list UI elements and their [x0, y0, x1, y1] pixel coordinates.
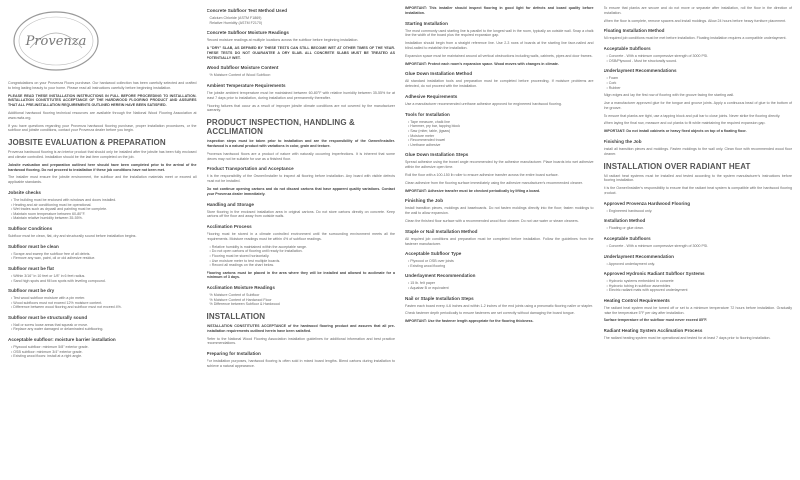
subheading-test-method: Concrete Subfloor Test Method Used — [206, 8, 288, 13]
list-item: • Aquabar B or equivalent — [408, 286, 594, 291]
list-item: • Recommended trowel — [408, 138, 594, 143]
transport-bold-text: Do not continue opening cartons and do not discard cartons that have apparent quality variations. Contact your Provenza dealer immediately. — [206, 186, 395, 196]
jobsite-text-2: Jobsite evaluation and preparation outlined here should have been completed prior to the arrival of the hardwood flooring. Do not proceed to installation if these job conditions have not been met. — [8, 162, 197, 172]
column-4 — [604, 6, 793, 472]
test-method-list — [207, 16, 396, 25]
list-item: • Wet trades such as drywall and painting must be complete. — [11, 207, 197, 212]
subheading-acceptable-subfloors: Acceptable Subfloors — [603, 235, 651, 241]
subheading-acceptable-2: Acceptable Subfloor Type — [405, 251, 462, 257]
preparing-text: For installation purposes, hardwood flooring is often sold in mixed board lengths. Blend cartons during installation to achieve a natural appearance. — [206, 359, 395, 369]
list-item: % Moisture Content of Wood Subfloor: — [209, 73, 271, 78]
steps-text-1: Spread adhesive using the trowel angle recommended by the adhesive manufacturer. Place boards into wet adhesive within the adhesive open time. — [405, 160, 594, 170]
subheading-acceptable: Acceptable subfloor: moisture barrier installation — [8, 337, 116, 343]
starting-text-3: Expansion space must be maintained around all vertical obstructions including walls, cabinets, pipes and door frames. — [405, 53, 593, 58]
staple-text: All required job conditions and preparation must be completed before installation. Follow the guidelines from the fastener manufacturer. — [405, 236, 594, 246]
finishing-text-2: Clean the finished floor surface with a recommended wood floor cleaner. Do not use water or steam cleaners. — [405, 218, 579, 223]
list-item: • Urethane adhesive — [408, 143, 594, 148]
acclimate-list — [207, 245, 396, 268]
installation-text: INSTALLATION CONSTITUTES ACCEPTANCE of the hardwood flooring product and assures that all pre-installation requirements outlined herein have been satisfied. — [206, 324, 395, 333]
ambient-text-2: Flooring failures that occur as a result of improper jobsite climate conditions are not covered by the manufacturer warranty. — [206, 103, 395, 113]
section-heading-radiant: INSTALLATION OVER RADIANT HEAT — [603, 161, 751, 171]
subheading-wood-moisture: Wood Subfloor Moisture Content — [206, 65, 279, 71]
subheading-dry: Subfloor must be dry — [8, 288, 55, 294]
subheading-subfloor: Subfloor Conditions — [8, 225, 53, 231]
starting-bold-text: IMPORTANT: Protect each room's expansion space. Wood moves with changes in climate. — [405, 61, 559, 66]
subfloor-text: Subfloor must be clean, flat, dry and structurally sound before installation begins. — [8, 233, 137, 238]
list-item: • Foam — [607, 76, 793, 81]
starting-text-2: Installation should begin from a straight reference line. Use 2-3 rows of boards at the starting line face-nailed and blind-nailed to establish the installation. — [405, 41, 594, 50]
logo-wordmark: Provenza — [25, 34, 87, 49]
list-item: • Hydronic tubing in subfloor assemblies — [607, 284, 793, 289]
subheading-approved-systems: Approved Hydronic Radiant Subfloor Systems — [603, 271, 705, 277]
acceptable-subfloors-list — [604, 244, 793, 249]
list-item: Calcium Chloride (ASTM F1869) — [209, 16, 262, 20]
list-item: • Engineered hardwood only. — [607, 209, 793, 214]
list-item: % Moisture Content of Hardwood Floor — [209, 297, 272, 302]
acclimate-text: Flooring must be stored in a climate controlled environment until the surrounding environment meets all the requirements. Moisture readings must be within 4% of subfloor readings. — [206, 232, 395, 241]
subheading-clean: Subfloor must be clean — [8, 243, 59, 249]
subheading-staple: Staple or Nail Installation Method — [405, 228, 478, 234]
subheading-ambient: Ambient Temperature Requirements — [206, 82, 286, 88]
clean-list — [8, 252, 197, 261]
floating-text-5: Use a manufacturer approved glue for the tongue and groove joints. Apply a continuous bead of glue to the bottom of the groove. — [603, 100, 792, 110]
list-item: • Flooring must be stored horizontally. — [210, 254, 396, 259]
acceptable-list — [8, 345, 197, 359]
adhesive-text: Use a manufacturer recommended urethane adhesive approved for engineered hardwood flooring. — [405, 101, 562, 106]
section-heading-jobsite: JOBSITE EVALUATION & PREPARATION — [8, 138, 166, 148]
list-item: • Do not open cartons of flooring until ready for installation. — [210, 249, 396, 254]
subheading-handling: Handling and Storage — [206, 201, 254, 207]
list-item: • 15 lb. felt paper — [408, 281, 594, 286]
staple-steps-text-2: Check fastener depth periodically to ensure fasteners are set correctly without damaging the board tongue. — [405, 311, 575, 316]
list-item: • Maintain room temperature between 60-80°F. — [11, 212, 197, 217]
approved-list — [604, 209, 793, 214]
floating-text-7: When laying the final row, measure and cut planks to fit while maintaining the required expansion gap. — [603, 121, 766, 126]
jobsite-checklist — [8, 198, 197, 221]
floating-text-3: All required job conditions must be met before installation. Floating installation requires a compatible underlayment. — [603, 36, 787, 41]
installation-text-2: Refer to the National Wood Flooring Association installation guidelines for additional information and best practice recommendations. — [206, 336, 395, 346]
list-item: • Saw (miter, table, jigsaw) — [408, 129, 594, 134]
staple-bold-text: IMPORTANT: Use the fastener length appropriate for the flooring thickness. — [405, 319, 534, 324]
floating-text-6: To ensure that planks are tight, use a tapping block and pull bar to close joints. Never strike the flooring directly. — [603, 113, 781, 118]
subheading-flat: Subfloor must be flat — [8, 265, 54, 271]
column-1 — [8, 6, 197, 472]
list-item: % Difference between Subfloor & Hardwood — [209, 302, 280, 307]
approved-systems-list — [604, 279, 793, 293]
list-item: % Moisture Content of Subfloor — [209, 293, 260, 298]
staple-steps-text: Fasten each board every 4-6 inches and within 1-2 inches of the end joints using a pneumatic flooring nailer or stapler. — [405, 303, 593, 308]
subheading-floating: Floating Installation Method — [603, 28, 665, 34]
glue-text: All standard installation tools and preparation must be completed before proceeding. If moisture problems are detected, do not proceed with the installation. — [405, 79, 594, 89]
transport-text: It is the responsibility of the Owner/Installer to inspect all flooring before installation. Any board with visible defects must not be installed. — [206, 174, 395, 184]
subheading-finishing: Finishing the Job — [405, 198, 444, 204]
subheading-underlayment-2: Underlayment Recommendations — [603, 68, 677, 74]
underlayment-3-list — [604, 262, 793, 267]
subheading-measurements: Acclimation Moisture Readings — [206, 285, 275, 291]
handling-text: Store flooring in the enclosed installation area in original cartons. Do not store cartons directly on concrete. Keep cartons off the floor and away from outside walls. — [206, 209, 395, 219]
list-item: • Relative humidity is maintained within the acceptable range. — [210, 245, 396, 250]
acceptable-2-list — [405, 259, 594, 268]
list-item: • Approved underlayment only. — [607, 262, 793, 267]
list-item: • Within 3/16" in 10 feet or 1/8" in 6 feet radius. — [11, 274, 197, 279]
subheading-approved: Approved Provenza Hardwood Flooring — [603, 200, 691, 206]
questions-text: If you have questions regarding your Provenza hardwood flooring purchase, proper installation procedures, or the subfloor and jobsite conditions, contact your Provenza dealer before you begin. — [8, 123, 197, 133]
jobsite-text-1: Provenza hardwood flooring is an interior product that should only be installed after the jobsite has been fully enclosed and climate controlled. Installation should be the last item completed on the job. — [8, 150, 197, 159]
underlayment-2-list — [604, 76, 793, 90]
list-item: • Rubber — [607, 86, 793, 91]
jobsite-text-3: The installer must ensure the jobsite environment, the subfloor and the installation materials meet or exceed all applicable standards. — [8, 175, 197, 185]
subheading-moisture-readings: Concrete Subfloor Moisture Readings — [206, 30, 289, 36]
list-item: • Remove any wax, paint, oil or old adhesive residue. — [11, 256, 197, 261]
underlayment-list — [405, 281, 594, 290]
floating-text-2: When the floor is complete, remove spacers and install moldings. Allow 24 hours before heavy furniture placement. — [603, 18, 787, 23]
list-item: • OSB/Plywood - Must be structurally sound. — [607, 59, 793, 64]
list-item: • Sand high spots and fill low spots with leveling compound. — [11, 279, 197, 284]
heating-text: The radiant heat system must be turned off or set to a minimum temperature 72 hours before installation. Gradually raise the temperature 5°F per day after installation. — [603, 305, 792, 315]
subheading-radiant-acclimation: Radiant Heating System Acclimation Process — [603, 328, 703, 334]
moisture-text: Record moisture readings at multiple locations across the subfloor before beginning installation. — [206, 38, 359, 43]
list-item: • Existing wood floors: install at a right angle. — [11, 354, 197, 359]
subheading-underlayment: Underlayment Recommendation — [405, 273, 476, 279]
heating-text-2: Surface temperature of the subfloor must never exceed 85°F. — [603, 318, 708, 323]
list-item: • Existing wood flooring — [408, 264, 594, 269]
subheading-acclimate: Acclimation Process — [206, 224, 252, 230]
subheading-glue: Glue Down Installation Method — [405, 71, 473, 77]
list-item: • Moisture meter — [408, 134, 594, 139]
sound-list — [8, 323, 197, 332]
dry-slab-disclaimer: A "DRY" SLAB, AS DEFINED BY THESE TESTS CAN STILL BECOME WET AT OTHER TIMES OF THE YEAR. THESE TESTS DO NOT GUARANTEE A DRY SLAB. ALL CONCRETE SLABS MUST BE TREATED AS POTENTIALLY WET. — [206, 45, 395, 60]
column-3 — [405, 6, 594, 472]
list-item: • Record all readings on the chart below. — [210, 263, 396, 268]
radiant-text-2: It is the Owner/Installer's responsibility to ensure that the radiant heat system is compatible with the hardwood flooring product. — [603, 186, 792, 195]
list-item: • OSB subfloor: minimum 3/4" exterior grade. — [11, 350, 197, 355]
list-item: • Wood subfloors must not exceed 12% moisture content. — [11, 301, 197, 306]
floating-intro-text: To ensure that planks are secure and do not move or separate after installation, roll the floor in the direction of installation. — [603, 6, 792, 15]
list-item: • Maintain relative humidity between 35-55%. — [11, 216, 197, 221]
list-item: • Plywood subfloor: minimum 5/8" exterior grade. — [11, 345, 197, 350]
list-item: • Nail or screw loose areas that squeak or move. — [11, 323, 197, 328]
subheading-jobsite-checks: Jobsite checks — [8, 189, 41, 195]
list-item: • The building must be enclosed with windows and doors installed. — [11, 198, 197, 203]
section-heading-installation: INSTALLATION — [206, 312, 266, 322]
subheading-install-method: Installation Method — [603, 218, 646, 224]
list-item: • Concrete - With a minimum compressive strength of 3000 PSI. — [607, 54, 793, 59]
list-item: • Concrete - With a minimum compressive strength of 3000 PSI. — [607, 244, 793, 249]
dry-list — [8, 296, 197, 310]
brand-logo — [10, 8, 102, 74]
finishing-2-text: Install all transition pieces and moldings. Fasten moldings to the wall only. Clean floor with recommended wood floor cleaner. — [603, 146, 792, 156]
subheading-staple-steps: Nail or Staple Installation Steps — [405, 295, 474, 301]
subheading-tools: Tools for Installation — [405, 111, 450, 117]
list-item: • Floating or glue down. — [607, 226, 793, 231]
subheading-starting: Starting Installation — [405, 20, 448, 26]
subheading-acceptable-3: Acceptable Subfloors — [603, 46, 651, 52]
wood-moisture-list — [207, 73, 396, 78]
ambient-text: The jobsite ambient temperature must be maintained between 60-80°F with relative humidity between 35-55% for at least 7 days prior to installation, during installation and permanently thereafter. — [206, 90, 395, 100]
logo-emblem-icon — [10, 8, 102, 74]
subheading-glue-steps: Glue Down Installation Steps — [405, 152, 469, 158]
list-item: • Test wood subfloor moisture with a pin meter. — [11, 296, 197, 301]
subheading-preparing: Preparing for Installation — [206, 351, 261, 357]
tools-list — [405, 120, 594, 148]
flat-list — [8, 274, 197, 283]
column-2 — [207, 6, 396, 472]
steps-bold-text: IMPORTANT: Adhesive transfer must be checked periodically by lifting a board. — [405, 188, 541, 193]
list-item: • Hammer, pry bar, tapping block — [408, 124, 594, 129]
radiant-acclimation-text: The radiant heating system must be operational and tested for at least 7 days prior to flooring installation. — [603, 336, 771, 341]
list-item: • Heating and air conditioning must be operational. — [11, 203, 197, 208]
measurements-list — [207, 293, 396, 307]
warning-text: PLEASE READ THESE INSTALLATION INSTRUCTIONS IN FULL BEFORE PROCEEDING TO INSTALLATION. INSTALLATION CONSTITUTES ACCEPTANCE OF THE HARDWOOD FLOORING PRODUCT AND ASSURES THAT ALL PRE-INSTALLATION REQUIREMENTS OUTLINED HEREIN HAVE BEEN SATISFIED. — [8, 93, 197, 108]
list-item: • Replace any water damaged or delaminated subflooring. — [11, 327, 197, 332]
list-item: • Cork — [607, 81, 793, 86]
list-item: • Tape measure, chalk line — [408, 120, 594, 125]
resources-text: Additional hardwood flooring technical resources are available through the National Wood Flooring Association at www.nwfa.org. — [8, 110, 197, 120]
subheading-underlayment-3: Underlayment Recommendation — [603, 253, 674, 259]
subheading-sound: Subfloor must be structurally sound — [8, 314, 88, 320]
list-item: Relative Humidity (ASTM F2170) — [209, 20, 263, 25]
list-item: • Difference between wood flooring and subfloor must not exceed 4%. — [11, 305, 197, 310]
list-item: • Electric radiant mats with approved underlayment — [607, 288, 793, 293]
intro-text: Congratulations on your Provenza Floors purchase. Our hardwood collection has been carefully selected and crafted to bring lasting beauty to your home. Please read all instructions carefully before beginning installation. — [8, 81, 197, 90]
list-item: • Hydronic systems embedded in concrete — [607, 279, 793, 284]
acceptable-3-list — [604, 54, 793, 63]
floating-text-4: Align edges and lay the first row of flooring with the groove facing the starting wall. — [603, 93, 735, 98]
subheading-heating-control: Heating Control Requirements — [603, 297, 670, 303]
subheading-finishing-2: Finishing the Job — [603, 138, 642, 144]
subheading-adhesive: Adhesive Requirements — [405, 93, 458, 99]
steps-text-3: Clean adhesive from the flooring surface immediately using the adhesive manufacturer's recommended cleaner. — [405, 180, 583, 185]
radiant-text: All radiant heat systems must be installed and tested according to the system manufacturer's instructions before flooring installation. — [603, 173, 792, 183]
acclimation-text-2: Provenza hardwood floors are a product of nature with naturally occurring imperfections. It is inherent that some pieces may not be suitable for use as a finished floor. — [206, 151, 395, 161]
list-item: • Use moisture meter to test multiple boards. — [210, 259, 396, 264]
list-item: • Plywood or OSB over joists — [408, 259, 594, 264]
install-method-list — [604, 226, 793, 231]
steps-text-2: Roll the floor with a 100-150 lb roller to ensure adhesive transfer across the entire board surface. — [405, 172, 559, 177]
subheading-transport: Product Transportation and Acceptance — [206, 166, 294, 172]
list-item: • Scrape and sweep the subfloor free of all debris. — [11, 252, 197, 257]
section-heading-acclimation: PRODUCT INSPECTION, HANDLING & ACCLIMATION — [206, 118, 355, 137]
important-text: IMPORTANT: This installer should inspect flooring in good light for defects and board quality before installation. — [405, 6, 594, 15]
acclimate-bold-text: Flooring cartons must be placed in the area where they will be installed and allowed to acclimate for a minimum of 3 days. — [206, 270, 395, 280]
finishing-text: Install transition pieces, moldings and baseboards. Do not fasten moldings directly into the floor; fasten moldings to the wall to allow expansion. — [405, 206, 594, 216]
floating-bold-text: IMPORTANT: Do not install cabinets or heavy fixed objects on top of a floating floor. — [603, 129, 747, 134]
column-grid — [8, 6, 792, 472]
starting-text-1: The most commonly used starting line is parallel to the longest wall in the room, typically an outside wall. Snap a chalk line the width of the board plus the required expansion gap. — [405, 28, 594, 38]
acclimation-text-1: Inspection steps must be taken prior to installation and are the responsibility of the Owner/Installer. Hardwood is a natural product with variations in color, grain and texture. — [206, 139, 395, 148]
